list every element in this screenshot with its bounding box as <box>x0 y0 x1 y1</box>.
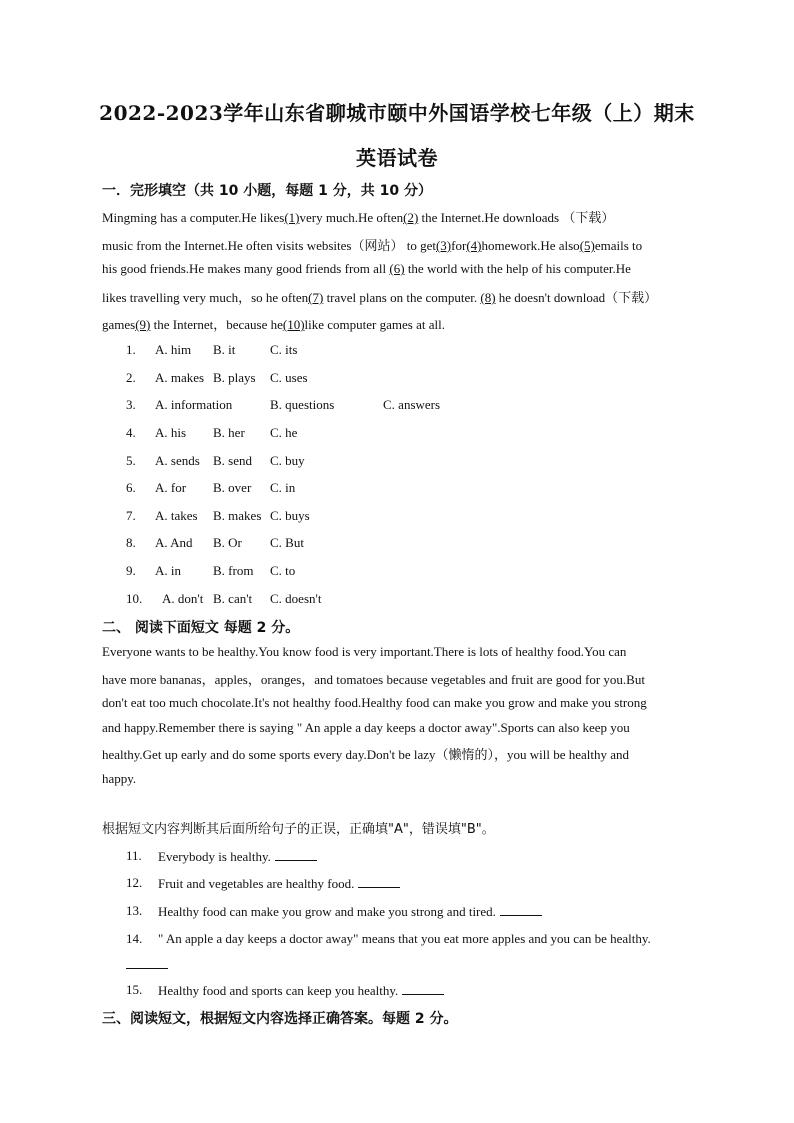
option-a: A. for <box>155 480 187 495</box>
text-run: travel plans on the computer. <box>323 290 481 305</box>
passage-1-line-5 <box>102 314 445 333</box>
passage-1-line-1 <box>102 207 614 226</box>
option-a: A. information <box>155 397 233 412</box>
option-a: A. don't <box>162 591 204 606</box>
question-number: 1. <box>126 342 136 357</box>
text-run: Mingming has a computer.He likes <box>102 210 285 225</box>
option-b: B. makes <box>213 508 262 523</box>
text-run: games <box>102 317 136 332</box>
option-c: C. its <box>270 342 298 357</box>
passage-2-line: have more bananas，apples，oranges，and tomatoes because vegetables and fruit are good for you.But <box>102 672 645 687</box>
text-run: for <box>451 238 467 253</box>
question-number: 5. <box>126 453 136 468</box>
question-text <box>158 875 400 892</box>
question-text <box>158 903 542 920</box>
passage-2-line: healthy.Get up early and do some sports every day.Don't be lazy（懒惰的），you will be healthy and <box>102 747 630 762</box>
question-number: 9. <box>126 563 136 578</box>
page-title: 2022-2023学年山东省聊城市颐中外国语学校七年级（上）期末 <box>99 101 695 125</box>
option-c: C. But <box>270 535 304 550</box>
option-a: A. takes <box>155 508 198 523</box>
blank-marker: (10) <box>282 317 305 332</box>
option-c: C. he <box>270 425 298 440</box>
question-text-run: Everybody is healthy. <box>158 849 271 864</box>
section-3-heading: 三、阅读短文，根据短文内容选择正确答案。每题 2 分。 <box>102 1011 458 1027</box>
option-a: A. makes <box>155 370 205 385</box>
question-number: 6. <box>126 480 136 495</box>
question-number: 10. <box>126 591 143 606</box>
answer-blank[interactable] <box>402 982 444 995</box>
question-number: 13. <box>126 903 143 918</box>
option-b: B. from <box>213 563 254 578</box>
answer-blank[interactable] <box>126 956 168 969</box>
blank-marker: (4) <box>466 238 482 253</box>
option-b: B. over <box>213 480 252 495</box>
blank-marker: (8) <box>480 290 496 305</box>
question-number: 14. <box>126 931 143 946</box>
blank-marker: (5) <box>579 238 595 253</box>
text-run: his good friends.He makes many good friends from all <box>102 261 390 276</box>
question-text <box>158 982 444 999</box>
text-run: very much.He often <box>299 210 404 225</box>
text-run: emails to <box>594 238 643 253</box>
answer-blank[interactable] <box>500 903 542 916</box>
option-c: C. buys <box>270 508 310 523</box>
question-number: 7. <box>126 508 136 523</box>
question-number: 11. <box>126 848 142 863</box>
question-number: 4. <box>126 425 136 440</box>
option-c: C. buy <box>270 453 305 468</box>
passage-1-line-3 <box>102 261 631 277</box>
passage-2-line: and happy.Remember there is saying " An apple a day keeps a doctor away".Sports can also keep you <box>102 720 630 735</box>
question-text-run: Healthy food and sports can keep you healthy. <box>158 983 399 998</box>
option-a: A. sends <box>155 453 200 468</box>
passage-1-line-4 <box>102 287 657 306</box>
blank-marker: (3) <box>435 238 452 253</box>
option-a: A. his <box>155 425 187 440</box>
blank-marker: (1) <box>284 210 300 225</box>
text-run: he doesn't download（下载） <box>495 290 658 305</box>
answer-blank[interactable] <box>358 875 400 888</box>
section-2-instruction: 根据短文内容判断其后面所给句子的正误，正确填"A"，错误填"B"。 <box>102 822 495 837</box>
question-number: 15. <box>126 982 143 997</box>
passage-2-line: don't eat too much chocolate.It's not healthy food.Healthy food can make you grow and make you strong <box>102 695 647 710</box>
text-run: the world with the help of his computer.He <box>404 261 631 276</box>
option-c: C. uses <box>270 370 308 385</box>
answer-blank[interactable] <box>275 848 317 861</box>
text-run: the Internet，because he <box>150 317 283 332</box>
option-a: A. And <box>155 535 193 550</box>
option-c: C. to <box>270 563 296 578</box>
option-b: B. send <box>213 453 252 468</box>
text-run: homework.He also <box>481 238 580 253</box>
text-run: like computer games at all. <box>304 317 445 332</box>
blank-marker: (6) <box>389 261 405 276</box>
text-run: the Internet.He downloads （下载） <box>418 210 615 225</box>
option-b: B. it <box>213 342 236 357</box>
option-c: C. in <box>270 480 296 495</box>
page-subtitle: 英语试卷 <box>356 146 438 170</box>
question-number: 2. <box>126 370 136 385</box>
blank-marker: (9) <box>135 317 151 332</box>
section-1-heading: 一．完形填空（共 10 小题，每题 1 分，共 10 分） <box>102 183 432 199</box>
passage-2-line: Everyone wants to be healthy.You know food is very important.There is lots of healthy food.You can <box>102 644 627 659</box>
question-text <box>158 848 317 865</box>
question-number: 12. <box>126 875 143 890</box>
blank-marker: (7) <box>308 290 324 305</box>
option-b: B. can't <box>213 591 253 606</box>
question-number: 3. <box>126 397 136 412</box>
question-text: " An apple a day keeps a doctor away" means that you eat more apples and you can be healthy. <box>158 931 651 946</box>
section-2-heading: 二、 阅读下面短文 每题 2 分。 <box>102 620 300 636</box>
text-run: likes travelling very much，so he often <box>102 290 309 305</box>
passage-1-line-2 <box>102 235 642 254</box>
option-c: C. doesn't <box>270 591 322 606</box>
question-text-run: Fruit and vegetables are healthy food. <box>158 876 355 891</box>
option-a: A. him <box>155 342 192 357</box>
option-a: A. in <box>155 563 181 578</box>
option-b: B. Or <box>213 535 242 550</box>
question-text-run: Healthy food can make you grow and make you strong and tired. <box>158 904 496 919</box>
blank-marker: (2) <box>403 210 419 225</box>
text-run: music from the Internet.He often visits websites（网站） to get <box>102 238 436 253</box>
option-c: C. answers <box>383 397 441 412</box>
option-b: B. her <box>213 425 245 440</box>
passage-2-line: happy. <box>102 771 137 786</box>
option-b: B. questions <box>270 397 335 412</box>
question-number: 8. <box>126 535 136 550</box>
option-b: B. plays <box>213 370 256 385</box>
